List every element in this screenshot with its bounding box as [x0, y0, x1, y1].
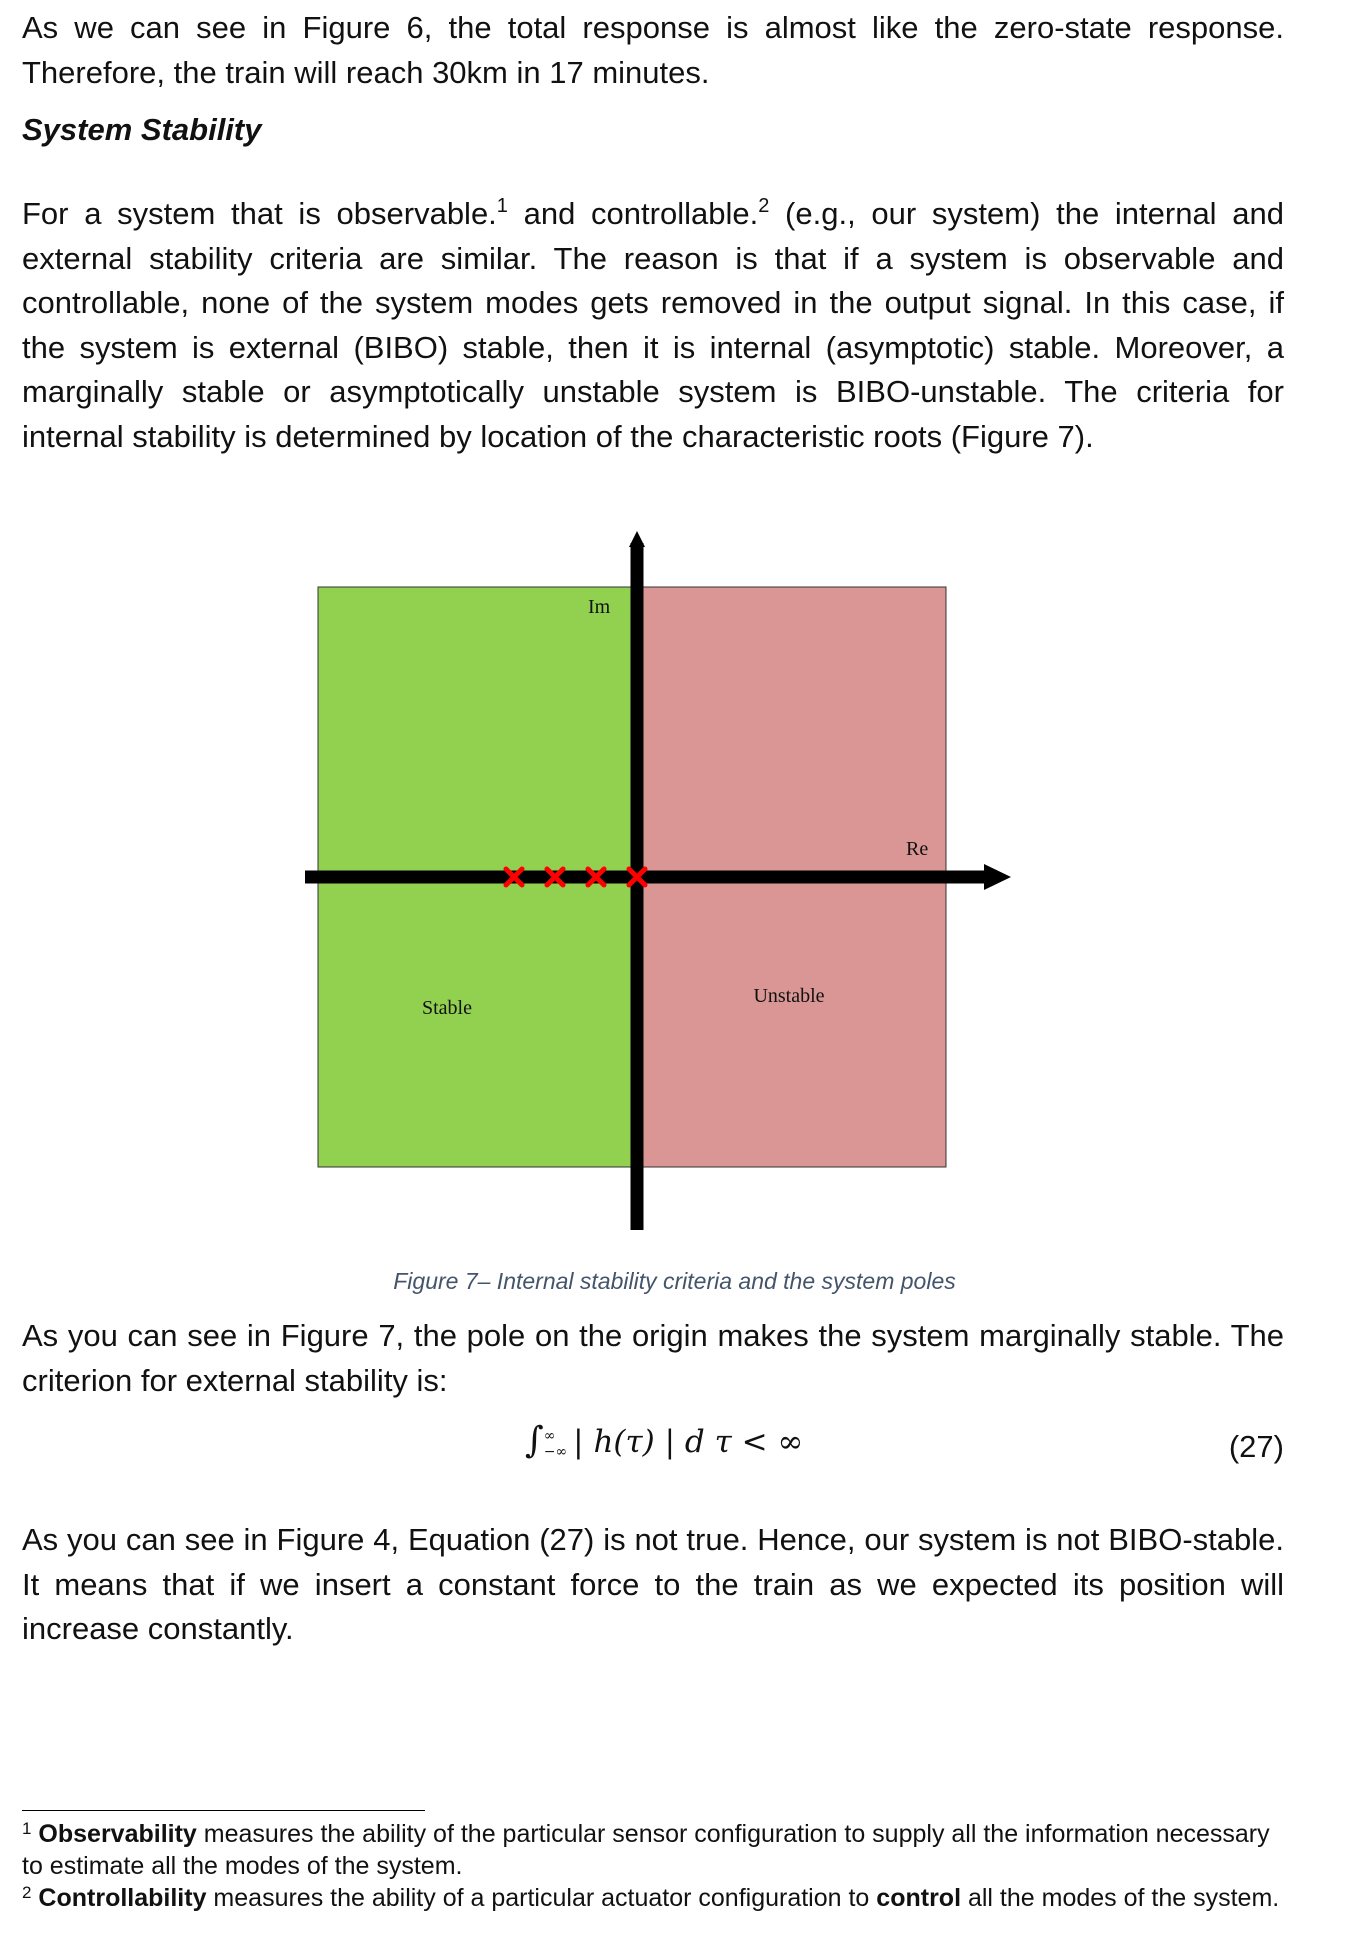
paragraph-text: and controllable.	[507, 196, 759, 231]
footnote-text: measures the ability of a particular actuator configuration to	[206, 1884, 877, 1912]
footnote-ref-2[interactable]: 2	[758, 195, 770, 217]
integral-body: | h(τ) | d τ < ∞	[573, 1424, 804, 1460]
integral-upper-limit: ∞	[543, 1427, 556, 1444]
paragraph-text: (e.g., our system) the internal and external stability criteria are similar. The reason is that if a system is observable and controllable, none of the system modes gets removed in the output signal. In this case, if the system is external (BIBO) stable, then it is internal (asymptotic) stable. Moreover, a marginally stable or asymptotically unstable system is BIBO-unstable. The criteria for internal stability is determined by location of the characteristic roots (Figure 7).	[22, 196, 1284, 454]
integral-limits	[544, 1428, 567, 1460]
footnote-text: measures the ability of the particular sensor configuration to supply all the information necessary to estimate all the modes of the system.	[22, 1820, 1270, 1880]
footnote-term: Controllability	[38, 1884, 207, 1912]
footnote-term: Observability	[38, 1820, 197, 1848]
imaginary-axis-arrowhead	[629, 531, 645, 547]
section-heading: System Stability	[22, 112, 262, 147]
bibo-conclusion-paragraph: As you can see in Figure 4, Equation (27) is not true. Hence, our system is not BIBO-stable. It means that if we insert a constant force to the train as we expected its position will increase constantly.	[22, 1522, 1284, 1646]
stable-region-label: Stable	[422, 997, 472, 1019]
marginal-stability-paragraph: As you can see in Figure 7, the pole on the origin makes the system marginally stable. The criterion for external stability is:	[22, 1318, 1284, 1398]
footnote-mark: 2	[22, 1883, 32, 1902]
real-axis-arrowhead	[984, 864, 1011, 890]
integral-sign: ∫	[525, 1420, 544, 1461]
footnote-ref-1[interactable]: 1	[496, 195, 508, 217]
unstable-region-label: Unstable	[753, 985, 825, 1007]
stability-diagram	[290, 525, 1020, 1230]
footnote-mark: 1	[22, 1819, 32, 1838]
equation-number: (27)	[1228, 1429, 1284, 1464]
bibo-equation	[525, 1420, 803, 1461]
im-axis-label: Im	[588, 596, 611, 618]
footnote-separator	[22, 1810, 425, 1811]
footnote-text: all the modes of the system.	[961, 1884, 1280, 1912]
footnote-bold-word: control	[876, 1884, 962, 1912]
footnote-1	[22, 1818, 1284, 1882]
integral-lower-limit: −∞	[543, 1443, 568, 1460]
figure-caption: Figure 7– Internal stability criteria and the system poles	[393, 1268, 956, 1294]
paragraph-text: For a system that is observable.	[22, 196, 497, 231]
footnote-2	[22, 1882, 1284, 1914]
stability-paragraph	[22, 192, 1284, 459]
intro-paragraph: As we can see in Figure 6, the total response is almost like the zero-state response. Therefore, the train will reach 30km in 17 minutes.	[22, 10, 1284, 90]
re-axis-label: Re	[906, 838, 929, 860]
